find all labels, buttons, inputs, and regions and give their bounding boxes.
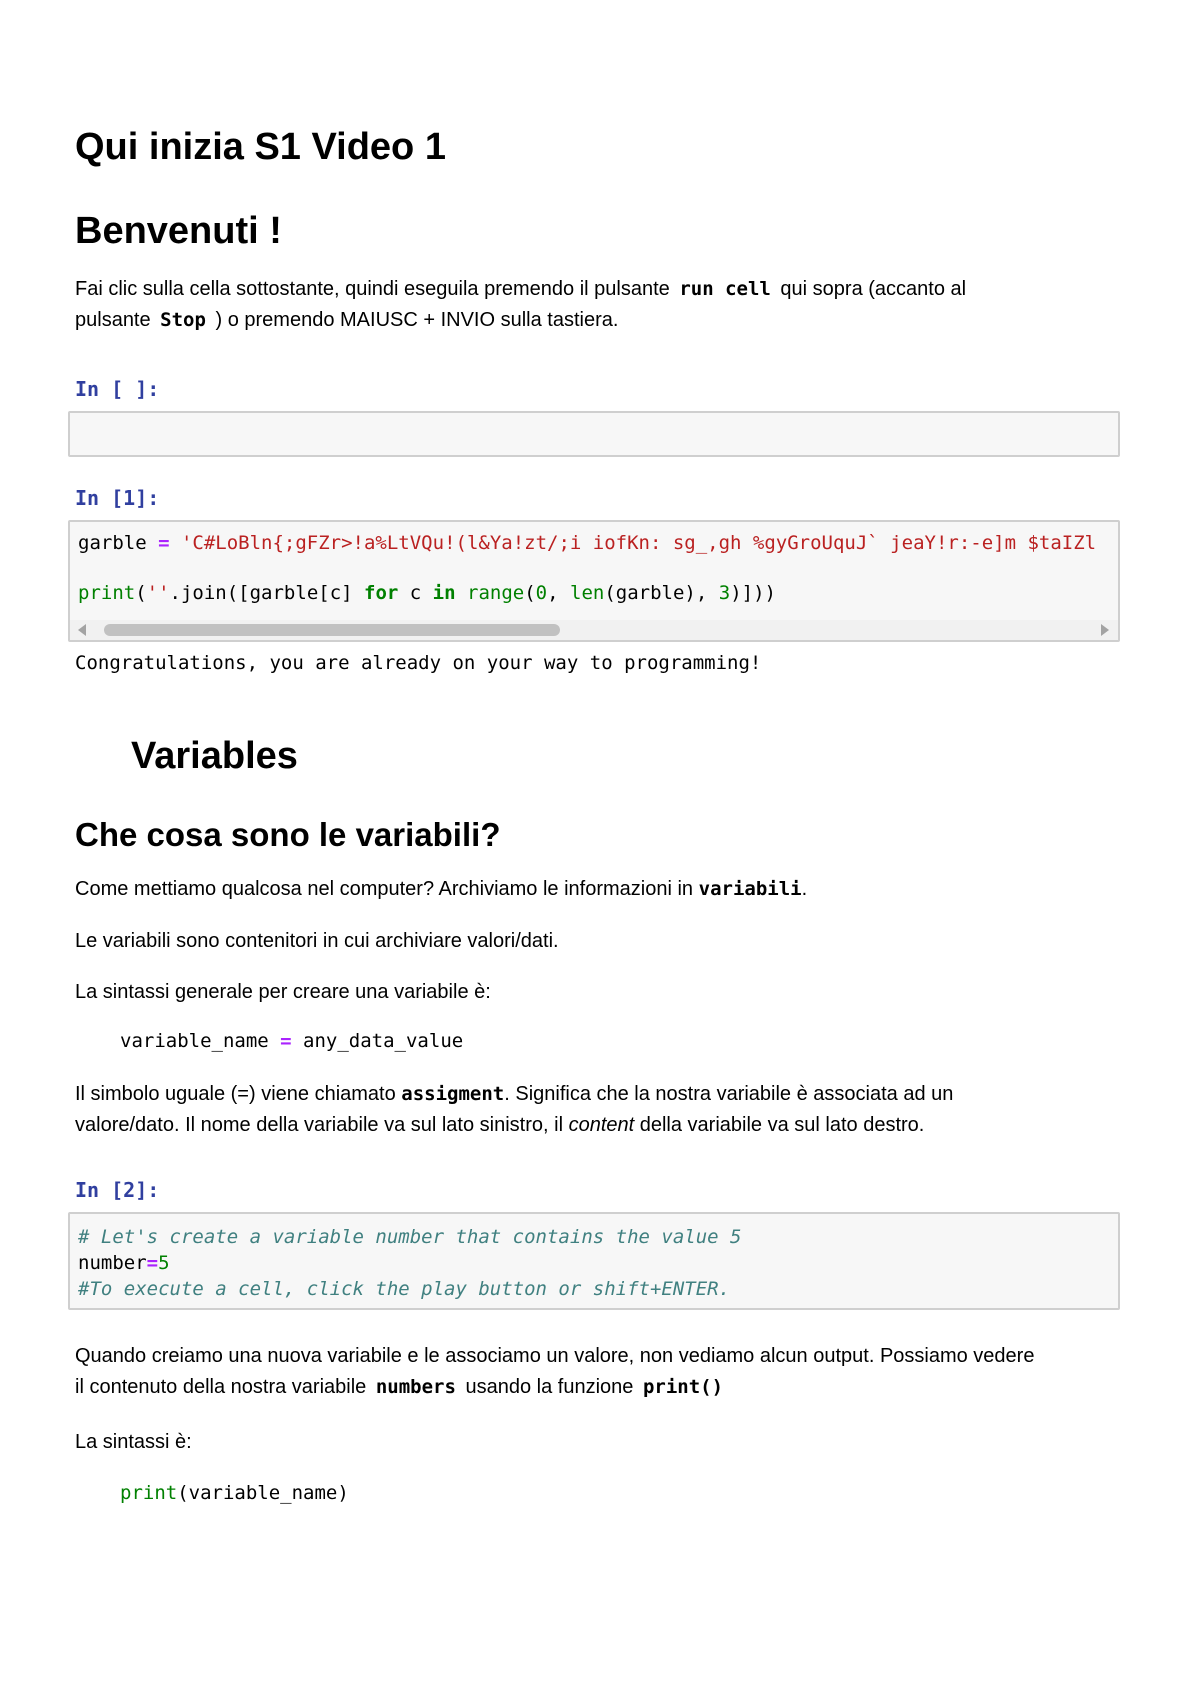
code-line-1: garble = 'C#LoBln{;gFZr>!a%LtVQu!(l&Ya!zt/;i iofKn: sg_,gh %gyGroUquJ` jeaY!r:-e]m $taIZl: [78, 532, 1097, 554]
numbers-code: numbers: [375, 1376, 456, 1398]
syntax-example-1: variable_name = any_data_value: [120, 1030, 464, 1052]
syntax-example-2: print(variable_name): [120, 1482, 349, 1504]
scroll-right-icon[interactable]: [1101, 624, 1109, 636]
variables-paragraph-1: Come mettiamo qualcosa nel computer? Archiviamo le informazioni in variabili.: [75, 878, 808, 900]
horizontal-scrollbar[interactable]: [70, 620, 1118, 640]
code-comment-2: #To execute a cell, click the play button or shift+ENTER.: [78, 1278, 731, 1300]
variables-subtitle: Che cosa sono le variabili?: [75, 816, 501, 853]
intro-text-2: qui sopra (accanto al: [774, 278, 967, 300]
intro-text-4: ) o premendo MAIUSC + INVIO sulla tastiera.: [209, 309, 619, 331]
intro-paragraph: [75, 274, 1135, 336]
section-heading-welcome: Benvenuti !: [75, 210, 282, 252]
code-line-2: print(''.join([garble[c] for c in range(0, len(garble), 3)])): [78, 582, 776, 604]
page-title: Qui inizia S1 Video 1: [75, 126, 446, 168]
scrollbar-thumb[interactable]: [104, 624, 560, 636]
stop-code: Stop: [160, 309, 206, 331]
empty-code-cell[interactable]: [68, 411, 1120, 457]
cell-prompt-empty: In [ ]:: [75, 377, 160, 401]
intro-text-3: pulsante: [75, 309, 157, 331]
variables-paragraph-3: La sintassi generale per creare una variabile è:: [75, 981, 491, 1003]
variables-paragraph-2: Le variabili sono contenitori in cui archiviare valori/dati.: [75, 930, 559, 952]
intro-text-1: Fai clic sulla cella sottostante, quindi eseguila premendo il pulsante: [75, 278, 676, 300]
variables-paragraph-4: Il simbolo uguale (=) viene chiamato assigment. Significa che la nostra variabile è associata ad un valore/dato. Il nome della variabile va sul lato sinistro, il content della variabile va sul lato destro.: [75, 1083, 954, 1136]
variables-paragraph-5: Quando creiamo una nuova variabile e le associamo un valore, non vediamo alcun output. Possiamo vedere il contenuto della nostra variabile numbers usando la funzione print(): [75, 1345, 1035, 1398]
variables-paragraph-6: La sintassi è:: [75, 1431, 192, 1453]
cell-prompt-2: In [2]:: [75, 1178, 160, 1202]
print-code: print(): [642, 1376, 724, 1398]
cell-prompt-1: In [1]:: [75, 486, 160, 510]
run-cell-code: run cell: [679, 278, 771, 300]
cell-1-output: Congratulations, you are already on your way to programming!: [75, 652, 762, 674]
scroll-left-icon[interactable]: [78, 624, 86, 636]
code-cell-1[interactable]: [68, 520, 1120, 642]
variables-title: Variables: [131, 735, 298, 777]
code-cell-2[interactable]: [68, 1212, 1120, 1310]
code-comment-1: # Let's create a variable number that contains the value 5: [78, 1226, 742, 1248]
code-assignment: number=5: [78, 1252, 170, 1274]
